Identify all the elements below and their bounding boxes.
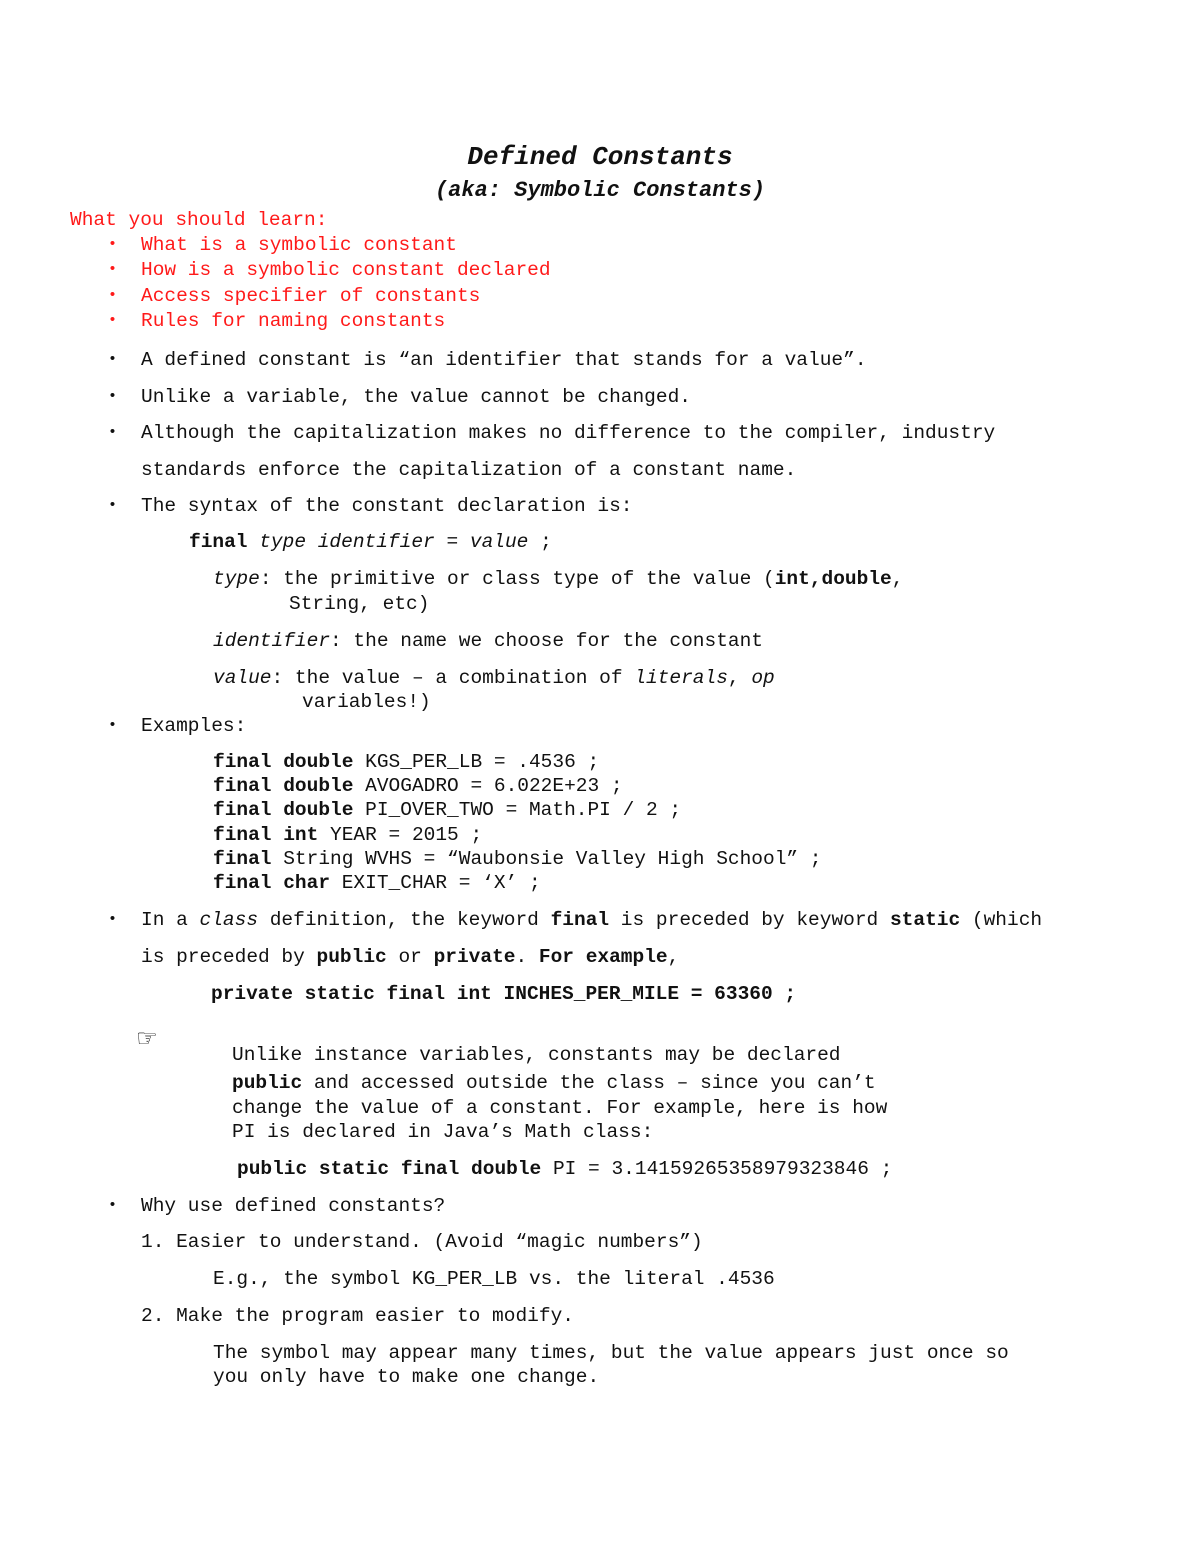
example-line: final double AVOGADRO = 6.022E+23 ; xyxy=(213,775,623,797)
class-def-code: private static final int INCHES_PER_MILE = 63360 ; xyxy=(211,983,797,1005)
bullet-icon xyxy=(108,908,117,932)
example-line: final double KGS_PER_LB = .4536 ; xyxy=(213,751,600,773)
syntax-identifier-desc: identifier: the name we choose for the constant xyxy=(213,630,764,652)
syntax-value-desc: value: the value – a combination of literals, op xyxy=(213,667,775,689)
page-title: Defined Constants xyxy=(467,142,733,172)
example-line: final double PI_OVER_TWO = Math.PI / 2 ; xyxy=(213,799,682,821)
note-line: public and accessed outside the class – since you can’t xyxy=(232,1072,876,1094)
reason-2: 2. Make the program easier to modify. xyxy=(141,1305,574,1327)
reason-1-example: E.g., the symbol KG_PER_LB vs. the literal .4536 xyxy=(213,1268,775,1290)
bullet-icon xyxy=(108,494,117,518)
page-subtitle: (aka: Symbolic Constants) xyxy=(434,178,766,203)
bullet-icon xyxy=(108,258,117,282)
pointing-hand-icon: ☞ xyxy=(138,1024,157,1058)
class-def-line1: In a class definition, the keyword final is preceded by keyword static (which xyxy=(141,909,1043,931)
learn-item: Access specifier of constants xyxy=(141,285,481,307)
note-line: PI is declared in Java’s Math class: xyxy=(232,1121,654,1143)
why-heading: Why use defined constants? xyxy=(141,1195,446,1217)
learn-item: How is a symbolic constant declared xyxy=(141,259,551,281)
class-def-line2: is preceded by public or private. For example, xyxy=(141,946,680,968)
learn-item: Rules for naming constants xyxy=(141,310,446,332)
bullet-icon xyxy=(108,348,117,372)
example-line: final String WVHS = “Waubonsie Valley High School” ; xyxy=(213,848,822,870)
syntax-type-desc: type: the primitive or class type of the value (int,double, xyxy=(213,568,904,590)
note-code: public static final double PI = 3.14159265358979323846 ; xyxy=(237,1158,893,1180)
example-line: final char EXIT_CHAR = ‘X’ ; xyxy=(213,872,541,894)
syntax-type-desc-cont: String, etc) xyxy=(289,593,430,615)
bullet-text: standards enforce the capitalization of a constant name. xyxy=(141,459,797,481)
bullet-icon xyxy=(108,284,117,308)
syntax-value-desc-cont: variables!) xyxy=(302,691,431,713)
bullet-icon xyxy=(108,421,117,445)
bullet-icon xyxy=(108,385,117,409)
bullet-text: A defined constant is “an identifier that stands for a value”. xyxy=(141,349,867,371)
reason-2-detail: you only have to make one change. xyxy=(213,1366,600,1388)
syntax-line: final type identifier = value ; xyxy=(189,531,552,553)
reason-2-detail: The symbol may appear many times, but the value appears just once so xyxy=(213,1342,1009,1364)
learn-heading: What you should learn: xyxy=(70,209,328,231)
bullet-icon xyxy=(108,233,117,257)
bullet-text: The syntax of the constant declaration is: xyxy=(141,495,633,517)
examples-heading: Examples: xyxy=(141,715,247,737)
note-line: change the value of a constant. For example, here is how xyxy=(232,1097,888,1119)
bullet-text: Unlike a variable, the value cannot be changed. xyxy=(141,386,691,408)
note-line: Unlike instance variables, constants may be declared xyxy=(232,1044,841,1066)
example-line: final int YEAR = 2015 ; xyxy=(213,824,483,846)
learn-item: What is a symbolic constant xyxy=(141,234,457,256)
bullet-icon xyxy=(108,1194,117,1218)
bullet-icon xyxy=(108,714,117,738)
bullet-text: Although the capitalization makes no difference to the compiler, industry xyxy=(141,422,996,444)
reason-1: 1. Easier to understand. (Avoid “magic numbers”) xyxy=(141,1231,703,1253)
bullet-icon xyxy=(108,309,117,333)
